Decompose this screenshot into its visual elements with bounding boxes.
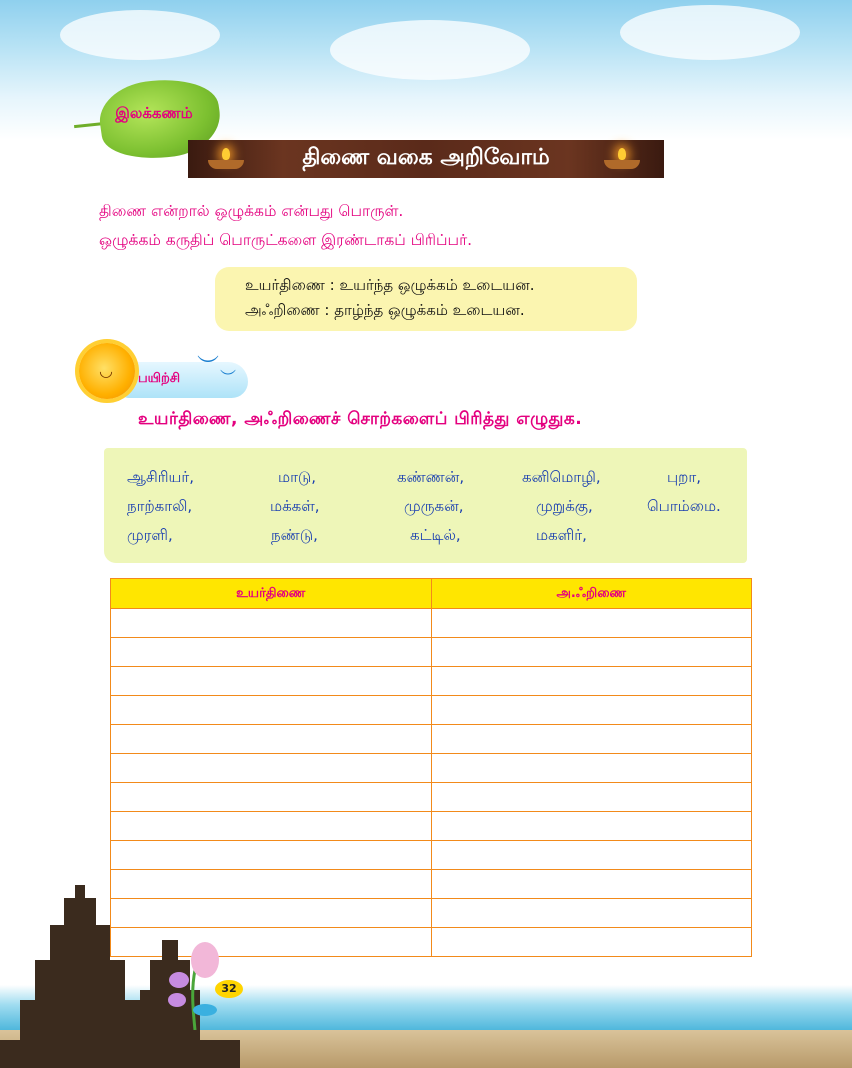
practice-label: பயிற்சி [138, 371, 181, 386]
ahrinai-answer-cell[interactable] [431, 812, 752, 841]
word: கட்டில், [410, 526, 461, 544]
oil-lamp-icon [204, 148, 248, 170]
word: முருகன், [404, 497, 464, 515]
table-body [111, 609, 752, 957]
column-header-ahrinai: அ.ஃறிணை [431, 579, 752, 609]
word: கனிமொழி, [522, 468, 601, 486]
uyarthinai-answer-cell[interactable] [111, 812, 432, 841]
cloud [620, 5, 800, 60]
exercise-instruction: உயர்திணை, அஃறிணைச் சொற்களைப் பிரித்து எழுதுக. [138, 409, 583, 429]
ahrinai-answer-cell[interactable] [431, 754, 752, 783]
oil-lamp-icon [600, 148, 644, 170]
uyarthinai-answer-cell[interactable] [111, 870, 432, 899]
word: புறா, [667, 468, 701, 486]
table-row [111, 609, 752, 638]
ahrinai-answer-cell[interactable] [431, 783, 752, 812]
uyarthinai-answer-cell[interactable] [111, 725, 432, 754]
table-row [111, 899, 752, 928]
uyarthinai-answer-cell[interactable] [111, 667, 432, 696]
ahrinai-answer-cell[interactable] [431, 899, 752, 928]
word: முறுக்கு, [536, 497, 593, 515]
word: மகளிர், [536, 526, 587, 544]
ahrinai-answer-cell[interactable] [431, 638, 752, 667]
intro-line-1: திணை என்றால் ஒழுக்கம் என்பது பொருள். [99, 202, 404, 220]
classification-table [110, 578, 752, 957]
table-header-row [111, 579, 752, 609]
ahrinai-answer-cell[interactable] [431, 725, 752, 754]
title-banner [188, 140, 664, 178]
ahrinai-answer-cell[interactable] [431, 696, 752, 725]
word: ஆசிரியர், [127, 468, 194, 486]
table-row [111, 696, 752, 725]
uyarthinai-answer-cell[interactable] [111, 928, 432, 957]
uyarthinai-answer-cell[interactable] [111, 696, 432, 725]
ahrinai-answer-cell[interactable] [431, 609, 752, 638]
ahrinai-answer-cell[interactable] [431, 841, 752, 870]
word: கண்ணன், [397, 468, 465, 486]
definition-box [215, 267, 637, 331]
table-row [111, 754, 752, 783]
table-row [111, 667, 752, 696]
word: மக்கள், [270, 497, 320, 515]
uyarthinai-answer-cell[interactable] [111, 638, 432, 667]
intro-line-2: ஒழுக்கம் கருதிப் பொருட்களை இரண்டாகப் பிரிப்பர். [99, 231, 473, 249]
bird-icon: ︶ [220, 368, 237, 387]
ahrinai-answer-cell[interactable] [431, 667, 752, 696]
table-row [111, 638, 752, 667]
definition-ahrinai: அஃறிணை : தாழ்ந்த ஒழுக்கம் உடையன. [245, 301, 525, 319]
word: பொம்மை. [647, 497, 721, 515]
word: நண்டு, [271, 526, 318, 544]
table-row [111, 870, 752, 899]
table-row [111, 841, 752, 870]
uyarthinai-answer-cell[interactable] [111, 899, 432, 928]
section-badge-label: இலக்கணம் [115, 104, 193, 122]
uyarthinai-answer-cell[interactable] [111, 783, 432, 812]
table-row [111, 812, 752, 841]
ahrinai-answer-cell[interactable] [431, 928, 752, 957]
word-list-box [104, 448, 747, 563]
uyarthinai-answer-cell[interactable] [111, 609, 432, 638]
cloud [60, 10, 220, 60]
word: நாற்காலி, [127, 497, 193, 515]
column-header-uyarthinai: உயர்திணை [111, 579, 432, 609]
cloud [330, 20, 530, 80]
definition-uyarthinai: உயர்திணை : உயர்ந்த ஒழுக்கம் உடையன. [245, 276, 535, 294]
uyarthinai-answer-cell[interactable] [111, 841, 432, 870]
uyarthinai-answer-cell[interactable] [111, 754, 432, 783]
word: மாடு, [278, 468, 317, 486]
table-row [111, 783, 752, 812]
table-row [111, 725, 752, 754]
sun-icon: ◡ [79, 343, 135, 399]
ahrinai-answer-cell[interactable] [431, 870, 752, 899]
word: முரளி, [127, 526, 173, 544]
page-number: 32 [215, 980, 243, 998]
bird-icon: ︶ [197, 355, 220, 380]
page-title: திணை வகை அறிவோம் [302, 145, 550, 170]
